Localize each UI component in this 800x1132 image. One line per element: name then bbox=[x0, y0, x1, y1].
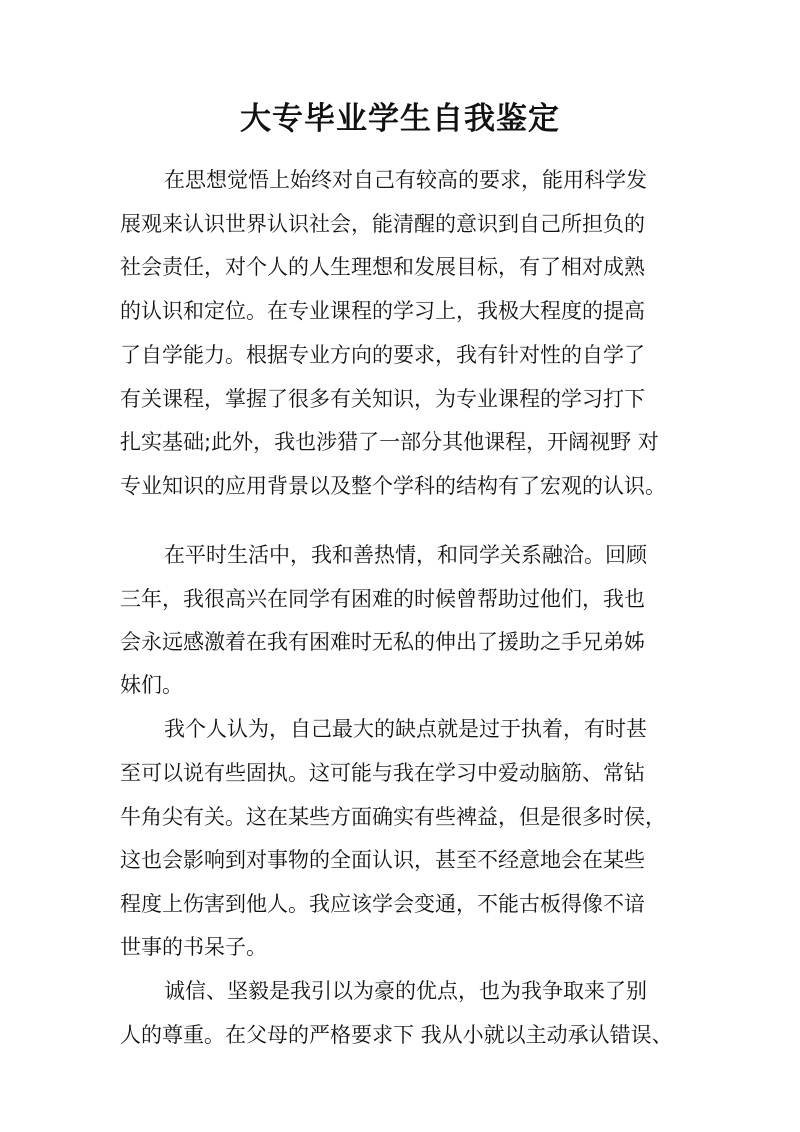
paragraph-1-line-1: 在思想觉悟上始终对自己有较高的要求，能用科学发 bbox=[164, 168, 647, 192]
paragraph-3-line-5: 程度上伤害到他人。我应该学会变通，不能古板得像不谙 bbox=[120, 892, 645, 916]
document-title: 大专毕业学生自我鉴定 bbox=[240, 101, 560, 137]
paragraph-3-line-6: 世事的书呆子。 bbox=[120, 935, 267, 959]
paragraph-2-line-3: 会永远感激着在我有困难时无私的伸出了援助之手兄弟姊 bbox=[120, 630, 645, 654]
paragraph-2-line-1: 在平时生活中，我和善热情，和同学关系融洽。回顾 bbox=[164, 543, 647, 567]
paragraph-1-line-3: 社会责任，对个人的人生理想和发展目标，有了相对成熟 bbox=[120, 255, 645, 279]
paragraph-3-line-1: 我个人认为，自己最大的缺点就是过于执着，有时甚 bbox=[164, 717, 647, 741]
paragraph-4-line-2: 人的尊重。在父母的严格要求下 我从小就以主动承认错误、 bbox=[120, 1023, 673, 1047]
paragraph-4-line-1: 诚信、坚毅是我引以为豪的优点，也为我争取来了别 bbox=[164, 979, 647, 1003]
paragraph-1-line-5: 了自学能力。根据专业方向的要求，我有针对性的自学了 bbox=[120, 343, 645, 367]
paragraph-1-line-7: 扎实基础;此外，我也涉猎了一部分其他课程，开阔视野 对 bbox=[120, 430, 659, 454]
paragraph-1-line-2: 展观来认识世界认识社会，能清醒的意识到自己所担负的 bbox=[120, 212, 645, 236]
paragraph-1-line-6: 有关课程，掌握了很多有关知识，为专业课程的学习打下 bbox=[120, 387, 645, 411]
paragraph-2-line-2: 三年，我很高兴在同学有困难的时候曾帮助过他们，我也 bbox=[120, 587, 645, 611]
paragraph-3-line-4: 这也会影响到对事物的全面认识，甚至不经意地会在某些 bbox=[120, 848, 645, 872]
paragraph-1-line-4: 的认识和定位。在专业课程的学习上，我极大程度的提高 bbox=[120, 299, 645, 323]
paragraph-1-line-8: 专业知识的应用背景以及整个学科的结构有了宏观的认识。 bbox=[120, 474, 666, 498]
paragraph-3-line-3: 牛角尖有关。这在某些方面确实有些裨益，但是很多时侯， bbox=[120, 805, 666, 829]
paragraph-3-line-2: 至可以说有些固执。这可能与我在学习中爱动脑筋、常钻 bbox=[120, 761, 645, 785]
paragraph-2-line-4: 妹们。 bbox=[120, 673, 183, 697]
